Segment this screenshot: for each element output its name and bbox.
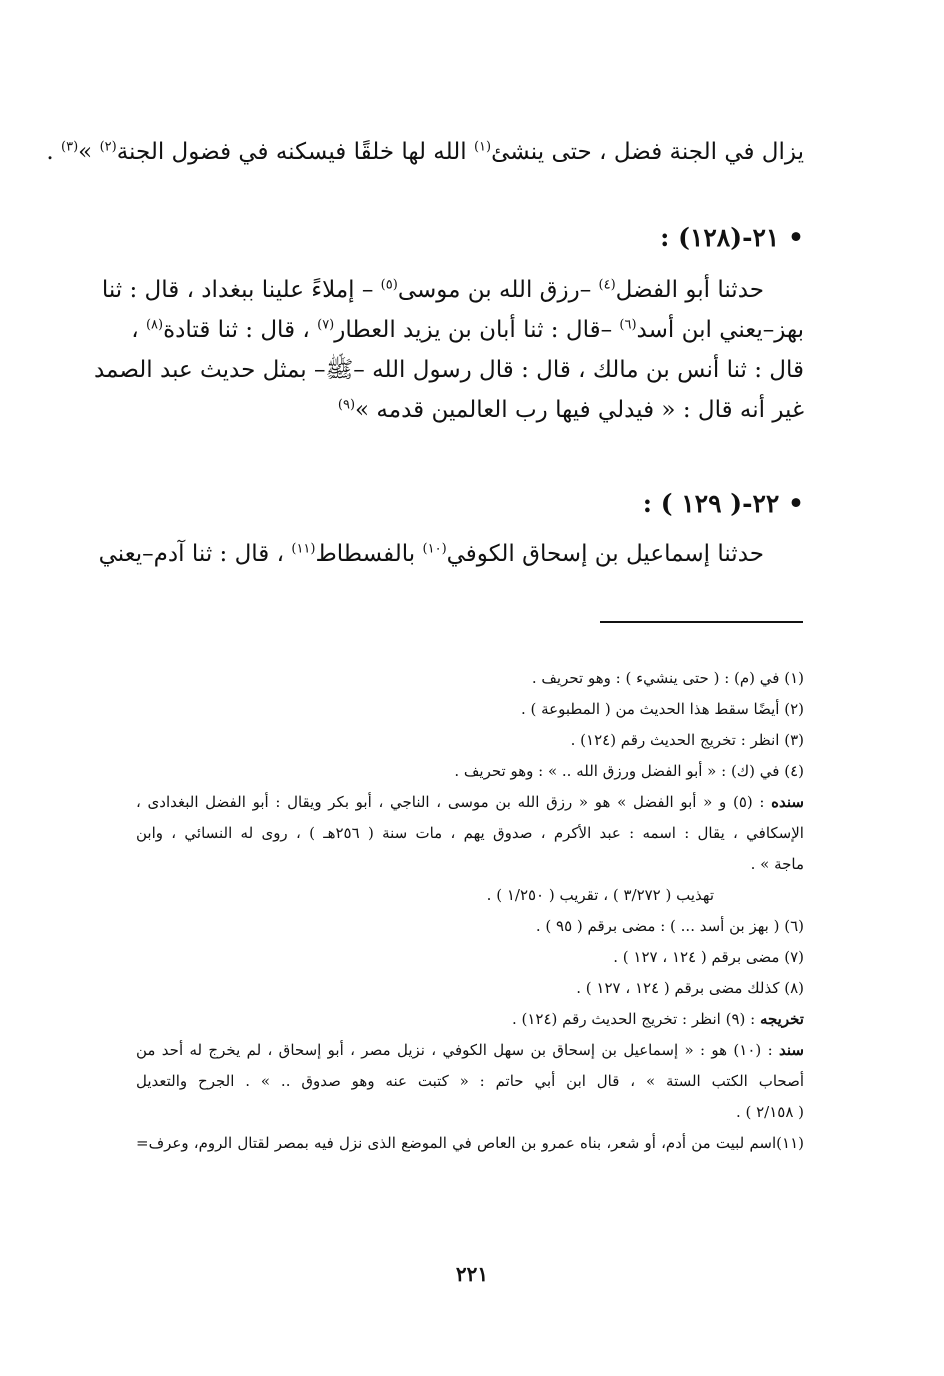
hadith-body-22 (98, 534, 804, 574)
footnote-3: (٣) انظر : تخريج الحديث رقم (١٢٤) . (570, 731, 804, 749)
text-line: غير أنه قال : « فيدلي فيها رب العالمين قدمه »$^{(٩)}$ (337, 397, 804, 423)
footnote-ref: (١) (473, 139, 492, 155)
footnote-11: (١١)اسم لبيت من أدم، أو شعر، بناه عمرو بن العاص في الموضع الذى نزل فيه بمصر لقتال الروم، وعرف= (136, 1134, 804, 1152)
main-text-top (46, 132, 804, 172)
text-line: حدثنا أبو الفضل$^{(٤)}$ –رزق الله بن موسى$^{(٥)}$ – إملاءً علينا ببغداد ، قال : ثنا (101, 277, 764, 303)
footnote-ref: (٦) (619, 317, 637, 333)
page-number: ٢٢١ (455, 1262, 489, 1286)
footnote-10-line-1: سند : (١٠) هو : « إسماعيل بن إسحاق بن سهل الكوفي ، نزيل مصر ، أبو إسحاق ، لم يخرج له أحد من (136, 1041, 804, 1059)
text-line: يزال في الجنة فضل ، حتى ينشئ$^{(١)}$ الله لها خلقًا فيسكنه في فضول الجنة$^{(٢)}$ »$^{(٣)}$ . (46, 139, 804, 165)
footnote-9: تخريجه : (٩) انظر : تخريج الحديث رقم (١٢٤) . (511, 1010, 804, 1028)
footnote-ref: (٣) (61, 139, 79, 155)
footnote-ref: (٩) (337, 397, 356, 413)
footnote-ref: (٥) (380, 277, 398, 293)
section-label: سند (779, 1041, 804, 1059)
hadith-body-21 (93, 270, 804, 430)
footnote-ref: (٨) (145, 317, 164, 333)
text-line: حدثنا إسماعيل بن إسحاق الكوفي$^{(١٠)}$ بالفسطاط$^{(١١)}$ ، قال : ثنا آدم–يعني (98, 541, 764, 567)
footnote-ref: (٢) (99, 139, 117, 155)
footnote-8: (٨) كذلك مضى برقم ( ١٢٤ ، ١٢٧ ) . (576, 979, 804, 997)
footnote-ref: (٧) (317, 317, 335, 333)
section-label: سنده (771, 793, 804, 811)
footnote-7: (٧) مضى برقم ( ١٢٤ ، ١٢٧ ) . (613, 948, 804, 966)
footnote-ref: (١١) (291, 541, 316, 557)
footnote-1: (١) في (م) : ( حتى ينشيء ) : وهو تحريف . (531, 669, 804, 687)
footnote-5-line-2: الإسكافي ، يقال : اسمه : عبد الأكرم ، صدوق يهم ، مات سنة ( ٢٥٦هـ ) ، روى له النسائي ، وابن (136, 824, 804, 842)
footnotes (136, 663, 804, 1159)
hadith-heading-21: • ٢١-(١٢٨) : (660, 223, 804, 252)
footnote-ref: (٤) (598, 277, 616, 293)
hadith-heading-22: • ٢٢-( ١٢٩ ) : (642, 489, 804, 518)
footnote-10-line-3: ( ٢/١٥٨ ) . (735, 1103, 804, 1121)
footnote-5-line-3: ماجة » . (750, 855, 804, 873)
section-label: تخريجه (759, 1010, 804, 1028)
footnote-2: (٢) أيضًا سقط هذا الحديث من ( المطبوعة ) . (520, 700, 804, 718)
text-line: بهز–يعني ابن أسد$^{(٦)}$ –قال : ثنا أبان بن يزيد العطار$^{(٧)}$ ، قال : ثنا قتادة$^{(٨)}$ ، (131, 317, 804, 343)
footnote-ref: (١٠) (422, 541, 447, 557)
footnote-5-line-4: تهذيب ( ٣/٢٧٢ ) ، تقريب ( ١/٢٥٠ ) . (486, 886, 714, 904)
footnote-10-line-2: أصحاب الكتب الستة » ، قال ابن أبي حاتم : « كتبت عنه وهو صدوق .. » . الجرح والتعديل (136, 1072, 804, 1090)
footnote-4: (٤) في (ك) : « أبو الفضل ورزق الله .. » : وهو تحريف . (454, 762, 804, 780)
footnote-6: (٦) ( بهز بن أسد ... ) : مضى برقم ( ٩٥ ) . (535, 917, 804, 935)
text-line: قال : ثنا أنس بن مالك ، قال : قال رسول الله –ﷺ– بمثل حديث عبد الصمد (93, 357, 804, 383)
footnote-5-line-1: سنده : (٥) و « أبو الفضل » هو « رزق الله بن موسى ، الناجي ، أبو بكر ويقال : أبو الفضل البغدادى ، (136, 793, 804, 811)
footnote-divider (600, 621, 803, 623)
